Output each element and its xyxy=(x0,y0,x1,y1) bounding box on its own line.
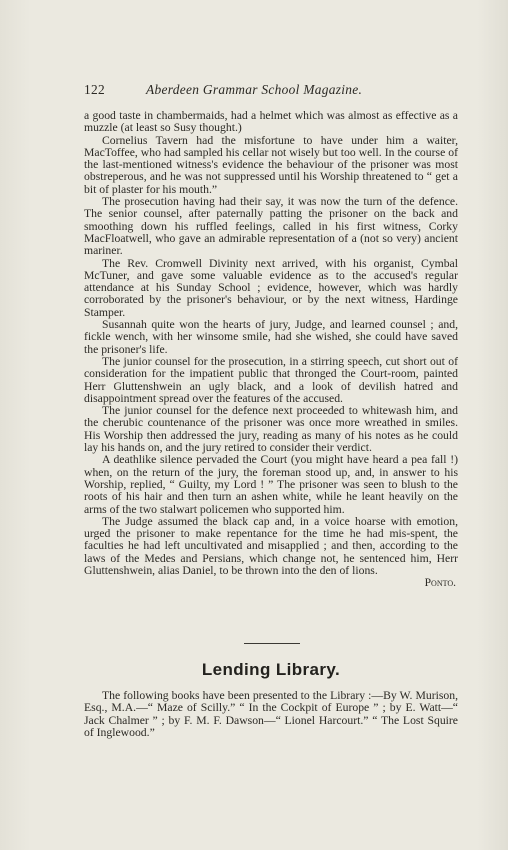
story-paragraph: The junior counsel for the defence next proceeded to whitewash him, and the cherubic countenance of the prisoner was once more wreathed in smiles. His Worship then addressed the jury, reading as many of his notes as he could lay his hands on, and the jury retired to consider their verdict. xyxy=(84,404,458,455)
running-head xyxy=(84,82,440,98)
story-paragraph: Susannah quite won the hearts of jury, Judge, and learned counsel ; and, fickle wench, with her winsome smile, had she wished, she could have saved the prisoner's life. xyxy=(84,318,458,356)
story-paragraph: The junior counsel for the prosecution, in a stirring speech, cut short out of consideration for the impatient public that thronged the Court-room, painted Herr Gluttenshwein an ugly black, and a look of devilish hatred and disappointment spread over the features of the accused. xyxy=(84,354,458,405)
story-paragraph: The Rev. Cromwell Divinity next arrived, with his organist, Cymbal McTuner, and gave some valuable evidence as to the accused's regular attendance at his Sunday School ; evidence, however, which was hardly corroborated by the prisoner's behaviour, or by the next witness, Hardinge Stamper. xyxy=(84,256,458,319)
lending-library-text xyxy=(84,690,458,739)
lending-library-paragraph: The following books have been presented to the Library :—By W. Murison, Esq., M.A.—“ Maze of Scilly.” “ In the Cockpit of Europe ” ; by E. Watt—“ Jack Chalmer ” ; by F. M. F. Dawson—“ Lionel Harcourt.” “ The Lost Squire of Inglewood.” xyxy=(84,689,458,739)
page-number: 122 xyxy=(84,82,105,97)
story-text xyxy=(84,110,458,590)
section-divider xyxy=(244,643,300,644)
story-paragraph: Cornelius Tavern had the misfortune to have under him a waiter, MacToffee, who had sampled his cellar not wisely but too well. In the course of the last-mentioned witness's evidence the behaviour of the prisoner was most obstreperous, and he was not suppressed until his Worship threatened to “ get a bit of plaster for his mouth.” xyxy=(84,133,458,196)
story-paragraph: A deathlike silence pervaded the Court (you might have heard a pea fall !) when, on the return of the jury, the foreman stood up, and, in answer to his Worship, replied, “ Guilty, my Lord ! ” The prisoner was seen to blush to the roots of his hair and then turn an ashen white, while he leant heavily on the arms of the two stalwart policemen who supported him. xyxy=(84,453,458,516)
author-signature: Ponto. xyxy=(424,577,456,590)
lending-library-heading: Lending Library. xyxy=(201,660,341,679)
story-paragraph: The prosecution having had their say, it was now the turn of the defence. The senior counsel, after paternally patting the prisoner on the back and smoothing down his ruffled feelings, called in his first witness, Corky MacFloatwell, who gave an admirable representation of a (not so very) ancient mariner. xyxy=(84,195,458,258)
story-paragraph: a good taste in chambermaids, had a helmet which was almost as effective as a muzzle (at least so Susy thought.) xyxy=(84,109,458,135)
story-paragraph: The Judge assumed the black cap and, in a voice hoarse with emotion, urged the prisoner to make repentance for the time he had mis-spent, the faculties he had left uncultivated and misapplied ; and then, according to the laws of the Medes and Persians, which change not, he sentenced him, Herr Gluttenshwein, alias Daniel, to be thrown into the den of lions. xyxy=(84,514,458,577)
journal-title: Aberdeen Grammar School Magazine. xyxy=(146,82,363,97)
